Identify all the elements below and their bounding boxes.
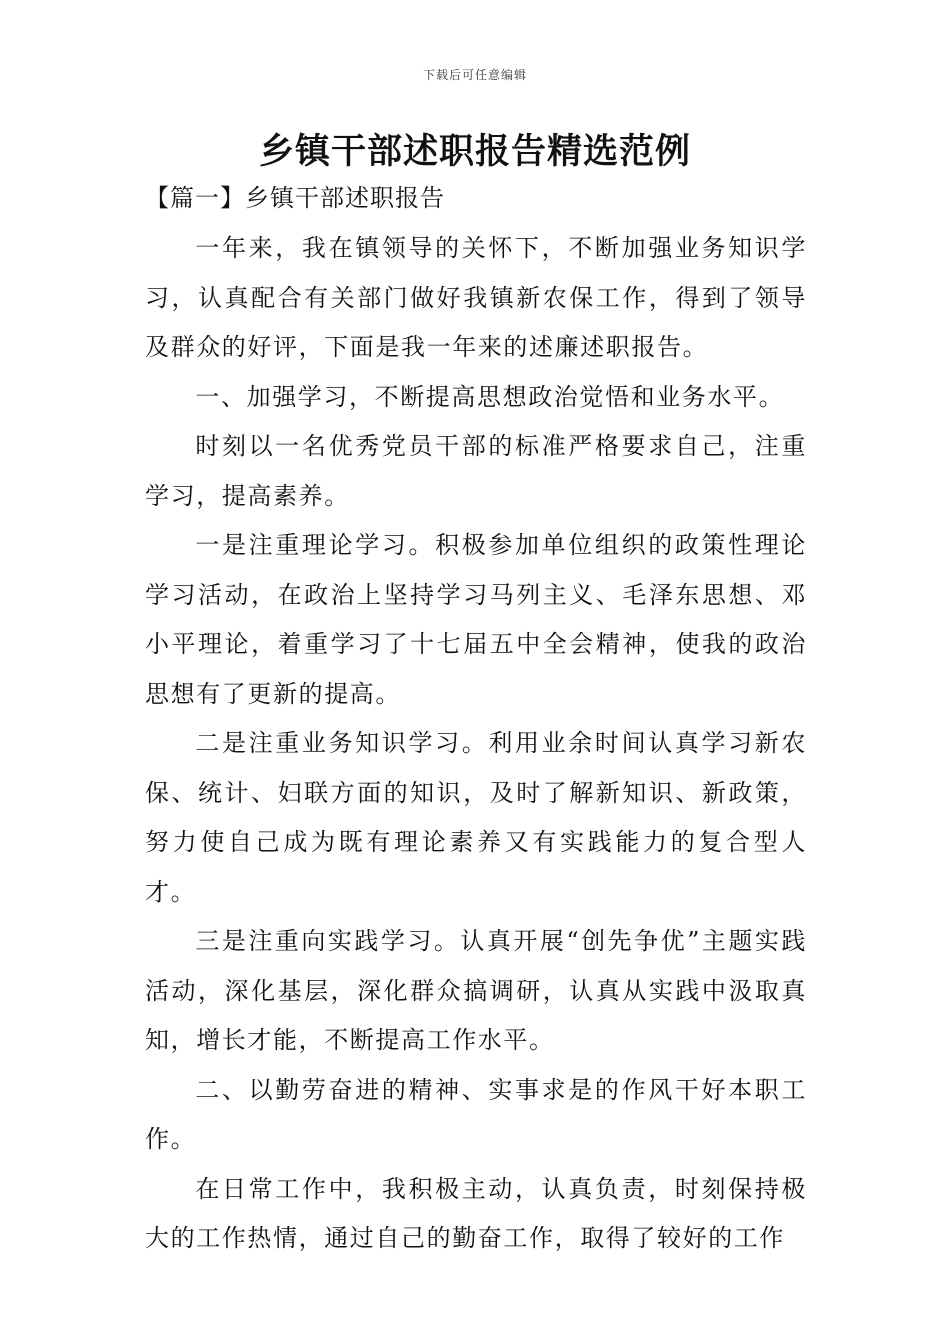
paragraph: 时刻以一名优秀党员干部的标准严格要求自己，注重学习，提高素养。 [145, 432, 807, 510]
paragraph: 在日常工作中，我积极主动，认真负责，时刻保持极大的工作热情，通过自己的勤奋工作，取得了较好的工作 [145, 1174, 807, 1252]
document-title: 乡镇干部述职报告精选范例 [258, 132, 691, 172]
document-body [145, 224, 807, 1264]
paragraph: 三是注重向实践学习。认真开展“创先争优”主题实践活动，深化基层，深化群众搞调研，认真从实践中汲取真知，增长才能，不断提高工作水平。 [145, 927, 807, 1054]
paragraph: 二是注重业务知识学习。利用业余时间认真学习新农保、统计、妇联方面的知识，及时了解新知识、新政策，努力使自己成为既有理论素养又有实践能力的复合型人才。 [145, 729, 807, 906]
paragraph-heading-2: 二、以勤劳奋进的精神、实事求是的作风干好本职工作。 [145, 1075, 807, 1153]
paragraph-heading-1: 一、加强学习，不断提高思想政治觉悟和业务水平。 [195, 382, 785, 411]
section-heading: 【篇一】乡镇干部述职报告 [145, 184, 445, 212]
paragraph-intro: 一年来，我在镇领导的关怀下，不断加强业务知识学习，认真配合有关部门做好我镇新农保工作，得到了领导及群众的好评，下面是我一年来的述廉述职报告。 [145, 234, 807, 361]
page-header-note: 下载后可任意编辑 [422, 68, 527, 82]
paragraph: 一是注重理论学习。积极参加单位组织的政策性理论学习活动，在政治上坚持学习马列主义、毛泽东思想、邓小平理论，着重学习了十七届五中全会精神，使我的政治思想有了更新的提高。 [145, 531, 807, 708]
